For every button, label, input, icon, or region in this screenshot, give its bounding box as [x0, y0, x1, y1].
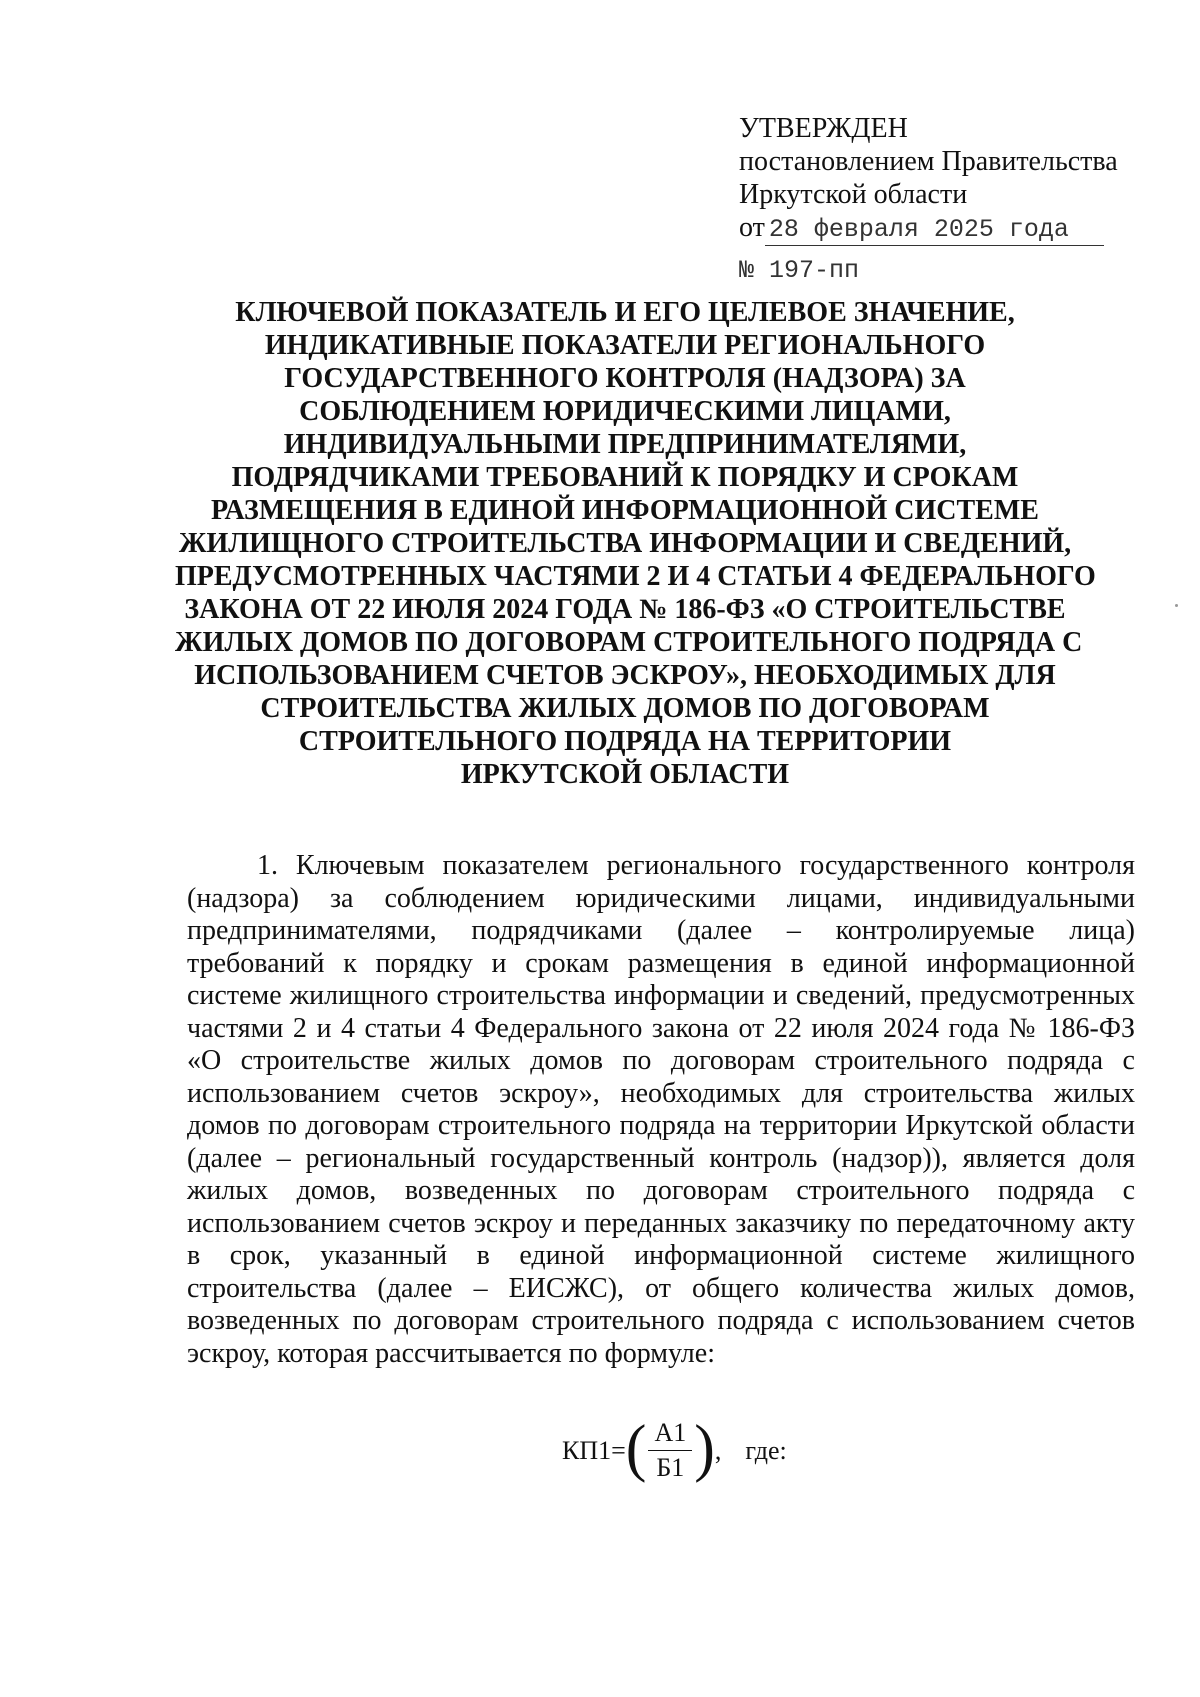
title-line: ПРЕДУСМОТРЕННЫХ ЧАСТЯМИ 2 И 4 СТАТЬИ 4 ФЕДЕРАЛЬНОГО: [175, 561, 1096, 592]
title-line: ГОСУДАРСТВЕННОГО КОНТРОЛЯ (НАДЗОРА) ЗА: [284, 363, 966, 394]
paragraph-line: возведенных по договорам строительного подряда с использованием счетов: [187, 1305, 1135, 1336]
title-line: ПОДРЯДЧИКАМИ ТРЕБОВАНИЙ К ПОРЯДКУ И СРОКАМ: [231, 462, 1019, 493]
paragraph-line: предпринимателями, подрядчиками (далее – контролируемые лица): [187, 915, 1135, 946]
paragraph-line: «О строительстве жилых домов по договорам строительного подряда с: [187, 1045, 1135, 1076]
title-line: ЗАКОНА ОТ 22 ИЮЛЯ 2024 ГОДА № 186-ФЗ «О СТРОИТЕЛЬСТВЕ: [184, 594, 1066, 625]
approval-number: № 197-пп: [739, 255, 860, 285]
paragraph-1: [187, 850, 1135, 1370]
approval-line-2: Иркутской области: [739, 179, 968, 211]
paragraph-line: (надзора) за соблюдением юридическими лицами, индивидуальными: [187, 882, 1135, 914]
paragraph-line: требований к порядку и срокам размещения в единой информационной: [187, 947, 1135, 979]
title-line: ЖИЛЫХ ДОМОВ ПО ДОГОВОРАМ СТРОИТЕЛЬНОГО ПОДРЯДА С: [175, 627, 1083, 658]
title-line: РАЗМЕЩЕНИЯ В ЕДИНОЙ ИНФОРМАЦИОННОЙ СИСТЕМЕ: [211, 495, 1039, 526]
title-line: ИНДИКАТИВНЫЕ ПОКАЗАТЕЛИ РЕГИОНАЛЬНОГО: [264, 330, 986, 361]
formula-kp1: [562, 1411, 787, 1484]
left-paren-glyph: (: [625, 1411, 647, 1484]
title-line: СОБЛЮДЕНИЕМ ЮРИДИЧЕСКИМИ ЛИЦАМИ,: [299, 396, 951, 427]
formula-where: где:: [745, 1435, 787, 1465]
paragraph-line: частями 2 и 4 статьи 4 Федерального закона от 22 июля 2024 года № 186-ФЗ: [187, 1012, 1135, 1044]
title-line: ИНДИВИДУАЛЬНЫМИ ПРЕДПРИНИМАТЕЛЯМИ,: [283, 429, 967, 460]
paragraph-line: жилых домов, возведенных по договорам строительного подряда с: [187, 1175, 1135, 1206]
paragraph-line: (далее – региональный государственный контроль (надзор)), является доля: [187, 1142, 1135, 1174]
approval-line-1: постановлением Правительства: [739, 146, 1118, 178]
formula-comma: ,: [714, 1435, 722, 1465]
paragraph-line: в срок, указанный в единой информационной системе жилищного: [187, 1240, 1135, 1271]
formula-denominator: Б1: [656, 1453, 685, 1482]
title-line: СТРОИТЕЛЬСТВА ЖИЛЫХ ДОМОВ ПО ДОГОВОРАМ: [260, 693, 990, 724]
scan-speck: [1175, 604, 1178, 607]
paragraph-line: строительства (далее – ЕИСЖС), от общего количества жилых домов,: [187, 1272, 1135, 1304]
paragraph-line: использованием счетов эскроу», необходимых для строительства жилых: [187, 1077, 1135, 1109]
title-line: СТРОИТЕЛЬНОГО ПОДРЯДА НА ТЕРРИТОРИИ: [298, 726, 952, 757]
formula-lhs: КП1=: [562, 1435, 626, 1465]
title-line: КЛЮЧЕВОЙ ПОКАЗАТЕЛЬ И ЕГО ЦЕЛЕВОЕ ЗНАЧЕНИЕ,: [235, 297, 1015, 328]
approval-date-line: [739, 211, 1119, 246]
paragraph-line: использованием счетов эскроу и переданных заказчику по передаточному акту: [187, 1207, 1135, 1239]
right-paren-glyph: ): [694, 1411, 715, 1484]
paragraph-line: эскроу, которая рассчитывается по формуле:: [187, 1337, 715, 1369]
formula-numerator: А1: [648, 1418, 692, 1451]
paragraph-line: 1. Ключевым показателем регионального государственного контроля: [257, 850, 1135, 881]
title-line: ИСПОЛЬЗОВАНИЕМ СЧЕТОВ ЭСКРОУ», НЕОБХОДИМЫХ ДЛЯ: [194, 660, 1056, 691]
date-prefix: от: [739, 212, 765, 244]
title-line: ЖИЛИЩНОГО СТРОИТЕЛЬСТВА ИНФОРМАЦИИ И СВЕДЕНИЙ,: [178, 528, 1072, 559]
approval-date: 28 февраля 2025 года: [765, 215, 1104, 246]
paragraph-line: системе жилищного строительства информации и сведений, предусмотренных: [187, 980, 1135, 1011]
document-title: [175, 296, 1096, 791]
title-line: ИРКУТСКОЙ ОБЛАСТИ: [460, 759, 790, 790]
paragraph-line: домов по договорам строительного подряда на территории Иркутской области: [187, 1110, 1135, 1141]
approval-status: УТВЕРЖДЕН: [739, 113, 908, 144]
approval-stamp: [739, 112, 1119, 285]
formula-fraction: [648, 1418, 692, 1483]
